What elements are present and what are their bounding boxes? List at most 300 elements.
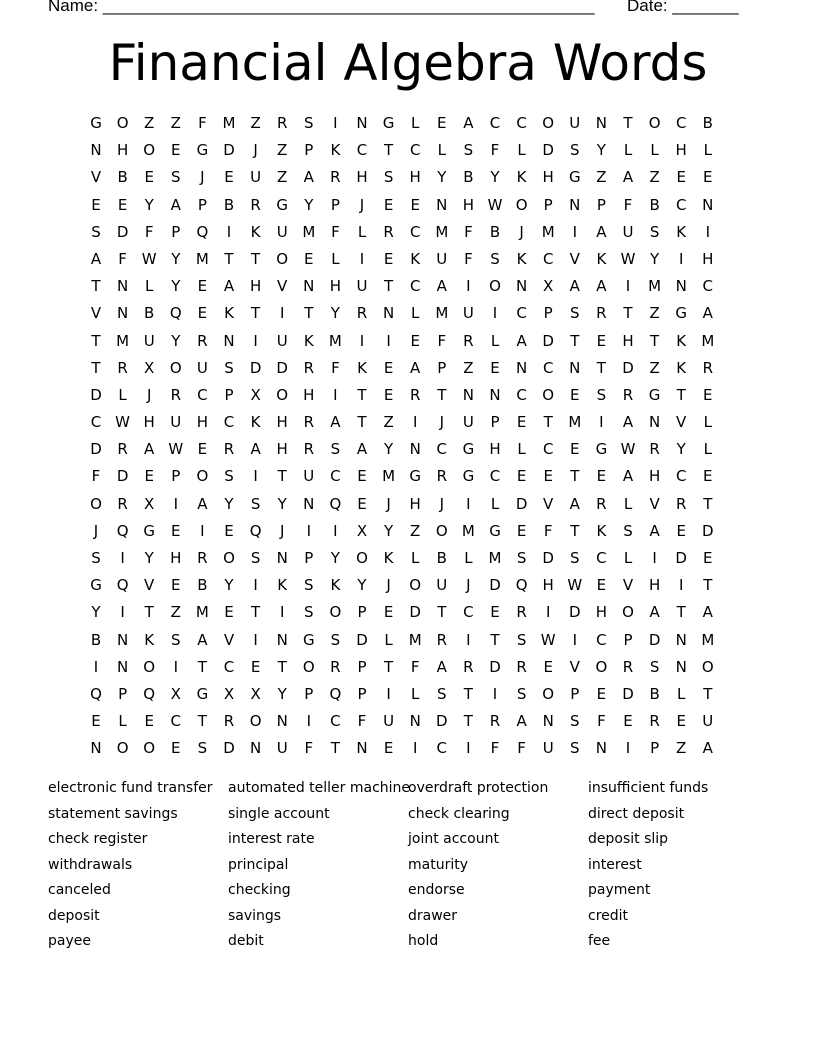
grid-letter: G — [196, 141, 209, 160]
grid-letter: S — [437, 684, 447, 703]
grid-letter: Y — [490, 168, 500, 187]
grid-letter: M — [116, 331, 130, 350]
grid-letter: R — [356, 304, 368, 323]
word-list-item: insufficient funds — [588, 780, 709, 796]
grid-letter: I — [93, 657, 99, 676]
grid-letter: D — [223, 141, 235, 160]
grid-letter: N — [303, 494, 315, 513]
grid-letter: U — [462, 304, 474, 323]
grid-letter: D — [622, 684, 634, 703]
grid-letter: M — [302, 222, 316, 241]
grid-letter: E — [676, 521, 686, 540]
grid-letter: P — [304, 549, 314, 567]
word-list-item: interest — [588, 856, 642, 873]
grid-letter: F — [198, 114, 207, 132]
grid-letter: D — [90, 440, 102, 459]
grid-letter: T — [570, 521, 580, 540]
grid-letter: T — [91, 331, 101, 350]
grid-letter: A — [516, 331, 527, 350]
grid-letter: E — [490, 358, 500, 377]
grid-letter: Q — [90, 684, 102, 703]
grid-letter: E — [197, 304, 208, 323]
grid-letter: K — [516, 249, 527, 268]
grid-letter: Y — [224, 494, 234, 513]
grid-letter: S — [171, 168, 181, 187]
grid-letter: M — [195, 603, 209, 622]
grid-letter: I — [333, 385, 338, 404]
grid-letter: L — [118, 712, 127, 731]
grid-letter: T — [676, 603, 686, 622]
word-list-item: endorse — [408, 882, 465, 898]
grid-letter: E — [144, 168, 154, 187]
grid-letter: M — [435, 222, 449, 241]
grid-letter: C — [516, 385, 527, 404]
grid-letter: V — [676, 413, 687, 432]
grid-letter: C — [409, 141, 421, 160]
grid-letter: I — [279, 603, 285, 622]
grid-letter: M — [568, 413, 582, 432]
grid-letter: B — [144, 304, 155, 323]
grid-letter: R — [516, 657, 527, 676]
grid-letter: G — [595, 440, 608, 459]
grid-letter: Z — [649, 358, 660, 377]
grid-letter: L — [623, 549, 633, 567]
grid-letter: P — [304, 141, 314, 160]
grid-letter: D — [489, 657, 501, 676]
grid-letter: K — [383, 549, 394, 567]
grid-letter: P — [118, 684, 128, 703]
grid-letter: Q — [249, 521, 262, 540]
grid-letter: E — [623, 712, 633, 731]
grid-letter: H — [116, 141, 129, 160]
grid-letter: E — [197, 440, 208, 459]
grid-letter: D — [569, 603, 581, 622]
grid-letter: I — [253, 630, 258, 649]
grid-letter: E — [676, 168, 686, 187]
grid-letter: U — [276, 331, 288, 350]
grid-letter: O — [90, 494, 102, 513]
grid-letter: I — [306, 712, 312, 731]
grid-letter: E — [570, 385, 580, 404]
grid-letter: A — [303, 168, 314, 187]
grid-letter: B — [436, 549, 447, 567]
grid-letter: D — [675, 549, 687, 567]
grid-letter: L — [650, 141, 659, 160]
grid-letter: L — [411, 114, 420, 132]
grid-letter: P — [357, 684, 367, 703]
grid-letter: E — [91, 712, 101, 731]
grid-row — [83, 409, 733, 436]
grid-letter: A — [569, 277, 580, 296]
grid-letter: C — [197, 385, 208, 404]
grid-letter: Y — [437, 168, 447, 187]
grid-letter: O — [116, 739, 129, 758]
word-list-item: interest rate — [228, 831, 315, 847]
grid-letter: L — [490, 494, 500, 513]
grid-letter: S — [649, 657, 660, 676]
grid-letter: S — [570, 712, 580, 731]
word-list-item: statement savings — [48, 805, 178, 822]
grid-letter: E — [304, 249, 314, 268]
grid-letter: P — [490, 413, 500, 432]
word-list-item: payee — [48, 933, 91, 949]
grid-letter: Z — [676, 739, 687, 758]
grid-letter: U — [383, 712, 395, 731]
grid-letter: P — [543, 304, 553, 323]
grid-letter: V — [649, 494, 660, 513]
grid-row — [83, 110, 733, 137]
word-list-item: direct deposit — [588, 805, 685, 822]
grid-letter: N — [276, 630, 288, 649]
grid-letter: P — [570, 684, 580, 703]
grid-letter: C — [675, 467, 687, 486]
grid-letter: S — [570, 549, 580, 567]
grid-letter: E — [171, 521, 181, 540]
grid-letter: Q — [515, 576, 528, 595]
grid-letter: Y — [596, 141, 606, 160]
grid-letter: R — [303, 358, 315, 377]
grid-letter: V — [90, 168, 102, 187]
grid-letter: O — [701, 657, 714, 676]
grid-letter: M — [222, 114, 236, 132]
grid-letter: A — [144, 440, 155, 459]
word-list-item: automated teller machine — [228, 780, 411, 796]
grid-letter: Q — [143, 684, 156, 703]
grid-letter: O — [435, 521, 448, 540]
grid-letter: Q — [116, 576, 129, 595]
grid-letter: T — [384, 657, 394, 676]
grid-letter: F — [490, 141, 500, 160]
grid-letter: N — [595, 739, 607, 758]
grid-letter: H — [249, 277, 262, 296]
grid-letter: Y — [384, 521, 394, 540]
grid-letter: E — [516, 521, 527, 540]
grid-letter: A — [596, 277, 607, 296]
grid-letter: E — [224, 603, 234, 622]
grid-letter: F — [357, 712, 367, 731]
grid-letter: I — [253, 576, 258, 595]
word-list-item: drawer — [408, 907, 458, 924]
grid-letter: G — [568, 168, 581, 187]
grid-letter: V — [144, 576, 155, 595]
grid-letter: E — [383, 358, 394, 377]
grid-letter: F — [543, 521, 553, 540]
grid-letter: I — [386, 331, 391, 350]
grid-row — [83, 627, 733, 654]
grid-letter: R — [223, 712, 235, 731]
grid-letter: U — [143, 331, 155, 350]
grid-letter: T — [570, 331, 580, 350]
grid-letter: R — [117, 358, 128, 377]
grid-letter: O — [276, 385, 289, 404]
grid-letter: G — [302, 630, 315, 649]
grid-letter: Y — [224, 576, 234, 595]
grid-letter: D — [542, 331, 554, 350]
grid-letter: Z — [170, 603, 181, 622]
grid-letter: E — [171, 141, 181, 160]
grid-letter: E — [383, 385, 394, 404]
grid-letter: T — [596, 358, 606, 377]
grid-letter: H — [595, 603, 608, 622]
grid-letter: M — [461, 521, 475, 540]
grid-letter: C — [516, 114, 527, 132]
grid-letter: E — [117, 195, 128, 214]
page-title: Financial Algebra Words — [108, 34, 708, 92]
grid-letter: S — [570, 141, 580, 160]
grid-letter: K — [250, 413, 261, 432]
grid-letter: H — [356, 168, 368, 187]
grid-letter: Y — [330, 304, 340, 323]
grid-letter: R — [649, 712, 660, 731]
grid-letter: J — [359, 195, 365, 214]
grid-row — [83, 246, 733, 273]
grid-letter: I — [253, 467, 258, 486]
grid-letter: I — [306, 521, 312, 540]
grid-letter: I — [279, 304, 285, 323]
grid-letter: C — [330, 467, 341, 486]
date-field-label: Date: _______ — [627, 0, 739, 15]
grid-letter: C — [409, 222, 421, 241]
grid-letter: H — [409, 168, 421, 187]
grid-letter: T — [703, 576, 713, 595]
grid-letter: P — [171, 222, 181, 241]
grid-letter: H — [196, 413, 209, 432]
grid-letter: M — [648, 277, 662, 296]
grid-letter: K — [516, 168, 527, 187]
grid-letter: Q — [169, 304, 182, 323]
grid-letter: R — [197, 331, 208, 350]
word-list-item: check clearing — [408, 805, 510, 822]
grid-letter: A — [436, 657, 447, 676]
grid-letter: J — [439, 494, 445, 513]
grid-letter: N — [276, 549, 288, 567]
grid-letter: J — [253, 141, 258, 160]
grid-letter: H — [702, 249, 714, 268]
grid-letter: R — [330, 168, 341, 187]
grid-letter: G — [675, 304, 687, 323]
grid-letter: Y — [357, 576, 367, 595]
word-list-item: single account — [228, 805, 330, 822]
grid-letter: R — [170, 385, 182, 404]
grid-letter: I — [120, 549, 125, 567]
grid-letter: T — [330, 739, 340, 758]
grid-letter: I — [625, 277, 631, 296]
grid-letter: T — [277, 657, 287, 676]
word-list-item: principal — [228, 856, 289, 873]
grid-letter: F — [410, 657, 420, 676]
grid-letter: N — [116, 277, 129, 296]
grid-row — [83, 599, 733, 626]
grid-letter: Q — [329, 684, 342, 703]
grid-letter: O — [542, 114, 555, 132]
grid-letter: E — [250, 657, 261, 676]
grid-letter: M — [435, 304, 449, 323]
grid-letter: J — [439, 413, 445, 432]
grid-letter: I — [173, 494, 179, 513]
grid-letter: C — [516, 304, 527, 323]
grid-letter: G — [276, 195, 288, 214]
grid-letter: I — [359, 249, 365, 268]
grid-row — [83, 572, 733, 599]
grid-letter: K — [676, 358, 687, 377]
grid-letter: L — [357, 222, 367, 241]
grid-letter: T — [304, 304, 314, 323]
word-list-item: electronic fund transfer — [48, 780, 213, 796]
grid-letter: L — [490, 331, 500, 350]
grid-letter: S — [250, 494, 261, 513]
grid-letter: N — [276, 712, 288, 731]
grid-letter: Z — [144, 114, 155, 132]
grid-letter: U — [462, 413, 474, 432]
grid-letter: S — [250, 549, 261, 567]
grid-letter: P — [224, 385, 234, 404]
grid-letter: F — [331, 222, 340, 241]
grid-letter: S — [171, 630, 181, 649]
grid-letter: P — [304, 684, 314, 703]
grid-letter: O — [515, 195, 528, 214]
grid-letter: K — [410, 249, 421, 268]
grid-letter: Y — [144, 549, 154, 567]
grid-letter: I — [625, 739, 631, 758]
grid-letter: L — [623, 494, 633, 513]
grid-letter: E — [703, 549, 713, 567]
grid-letter: K — [330, 141, 341, 160]
word-list-column — [408, 778, 588, 957]
grid-letter: O — [143, 141, 156, 160]
grid-letter: I — [333, 521, 338, 540]
grid-letter: D — [116, 222, 129, 241]
grid-letter: Y — [676, 440, 686, 459]
grid-letter: A — [223, 277, 235, 296]
grid-letter: M — [701, 630, 715, 649]
grid-letter: I — [678, 576, 684, 595]
grid-letter: I — [200, 521, 205, 540]
word-list-item: canceled — [48, 882, 111, 898]
grid-letter: I — [466, 494, 471, 513]
grid-letter: G — [90, 114, 102, 132]
grid-letter: O — [116, 114, 129, 132]
word-list-item: check register — [48, 831, 148, 847]
grid-letter: L — [331, 249, 340, 268]
grid-letter: G — [90, 576, 102, 595]
grid-letter: H — [542, 168, 554, 187]
grid-letter: T — [91, 358, 101, 377]
grid-letter: A — [622, 467, 634, 486]
grid-letter: N — [702, 195, 714, 214]
grid-letter: E — [383, 249, 394, 268]
grid-letter: R — [330, 657, 341, 676]
grid-letter: U — [196, 358, 208, 377]
grid-letter: K — [357, 358, 367, 377]
grid-letter: K — [277, 576, 288, 595]
word-list-column — [588, 778, 768, 957]
grid-row — [83, 355, 733, 382]
grid-letter: A — [649, 603, 660, 622]
grid-letter: X — [144, 358, 155, 377]
grid-letter: E — [171, 576, 181, 595]
grid-row — [83, 300, 733, 327]
grid-letter: N — [116, 630, 129, 649]
grid-letter: R — [276, 114, 288, 132]
grid-letter: N — [303, 277, 315, 296]
grid-letter: N — [356, 739, 368, 758]
word-list-item: checking — [228, 882, 291, 898]
grid-letter: R — [223, 440, 235, 459]
grid-letter: H — [462, 195, 475, 214]
grid-row — [83, 708, 733, 735]
grid-letter: C — [542, 440, 554, 459]
grid-letter: Y — [171, 331, 181, 350]
grid-letter: D — [648, 630, 661, 649]
grid-letter: W — [487, 195, 503, 214]
grid-letter: E — [144, 467, 154, 486]
grid-letter: F — [118, 249, 127, 268]
grid-letter: P — [330, 195, 340, 214]
grid-letter: K — [303, 331, 314, 350]
grid-letter: T — [650, 331, 660, 350]
grid-letter: H — [329, 277, 342, 296]
grid-letter: S — [304, 114, 314, 132]
grid-letter: E — [224, 521, 234, 540]
grid-letter: S — [570, 739, 580, 758]
grid-row — [83, 192, 733, 219]
grid-letter: T — [277, 467, 287, 486]
grid-letter: E — [171, 739, 181, 758]
grid-letter: U — [303, 467, 315, 486]
grid-letter: A — [356, 440, 368, 459]
grid-letter: V — [543, 494, 554, 513]
grid-letter: E — [224, 168, 234, 187]
grid-letter: N — [595, 114, 607, 132]
grid-letter: K — [676, 331, 687, 350]
grid-letter: U — [702, 712, 714, 731]
grid-letter: E — [144, 712, 154, 731]
grid-letter: M — [488, 549, 502, 567]
grid-letter: L — [384, 630, 393, 649]
grid-letter: H — [143, 413, 155, 432]
grid-letter: R — [463, 657, 474, 676]
grid-letter: E — [383, 603, 394, 622]
grid-letter: G — [462, 467, 475, 486]
grid-letter: E — [596, 331, 607, 350]
grid-letter: O — [648, 114, 661, 132]
grid-letter: N — [675, 630, 687, 649]
grid-letter: Y — [277, 494, 287, 513]
grid-letter: R — [383, 222, 394, 241]
grid-letter: Q — [116, 521, 129, 540]
grid-letter: I — [492, 304, 498, 323]
grid-row — [83, 545, 733, 572]
grid-letter: C — [596, 630, 607, 649]
grid-letter: V — [622, 576, 634, 595]
grid-letter: T — [703, 684, 713, 703]
grid-letter: P — [437, 358, 447, 377]
grid-letter: J — [146, 385, 152, 404]
grid-letter: A — [622, 413, 634, 432]
grid-letter: O — [143, 739, 156, 758]
grid-letter: G — [196, 684, 209, 703]
word-list-item: debit — [228, 933, 264, 949]
grid-letter: L — [703, 413, 712, 432]
grid-letter: T — [623, 304, 633, 323]
grid-letter: E — [437, 114, 447, 132]
grid-letter: C — [702, 277, 714, 296]
grid-letter: S — [330, 630, 341, 649]
grid-letter: F — [623, 195, 633, 214]
grid-letter: K — [250, 222, 261, 241]
grid-letter: I — [652, 549, 657, 567]
grid-letter: F — [91, 467, 101, 486]
